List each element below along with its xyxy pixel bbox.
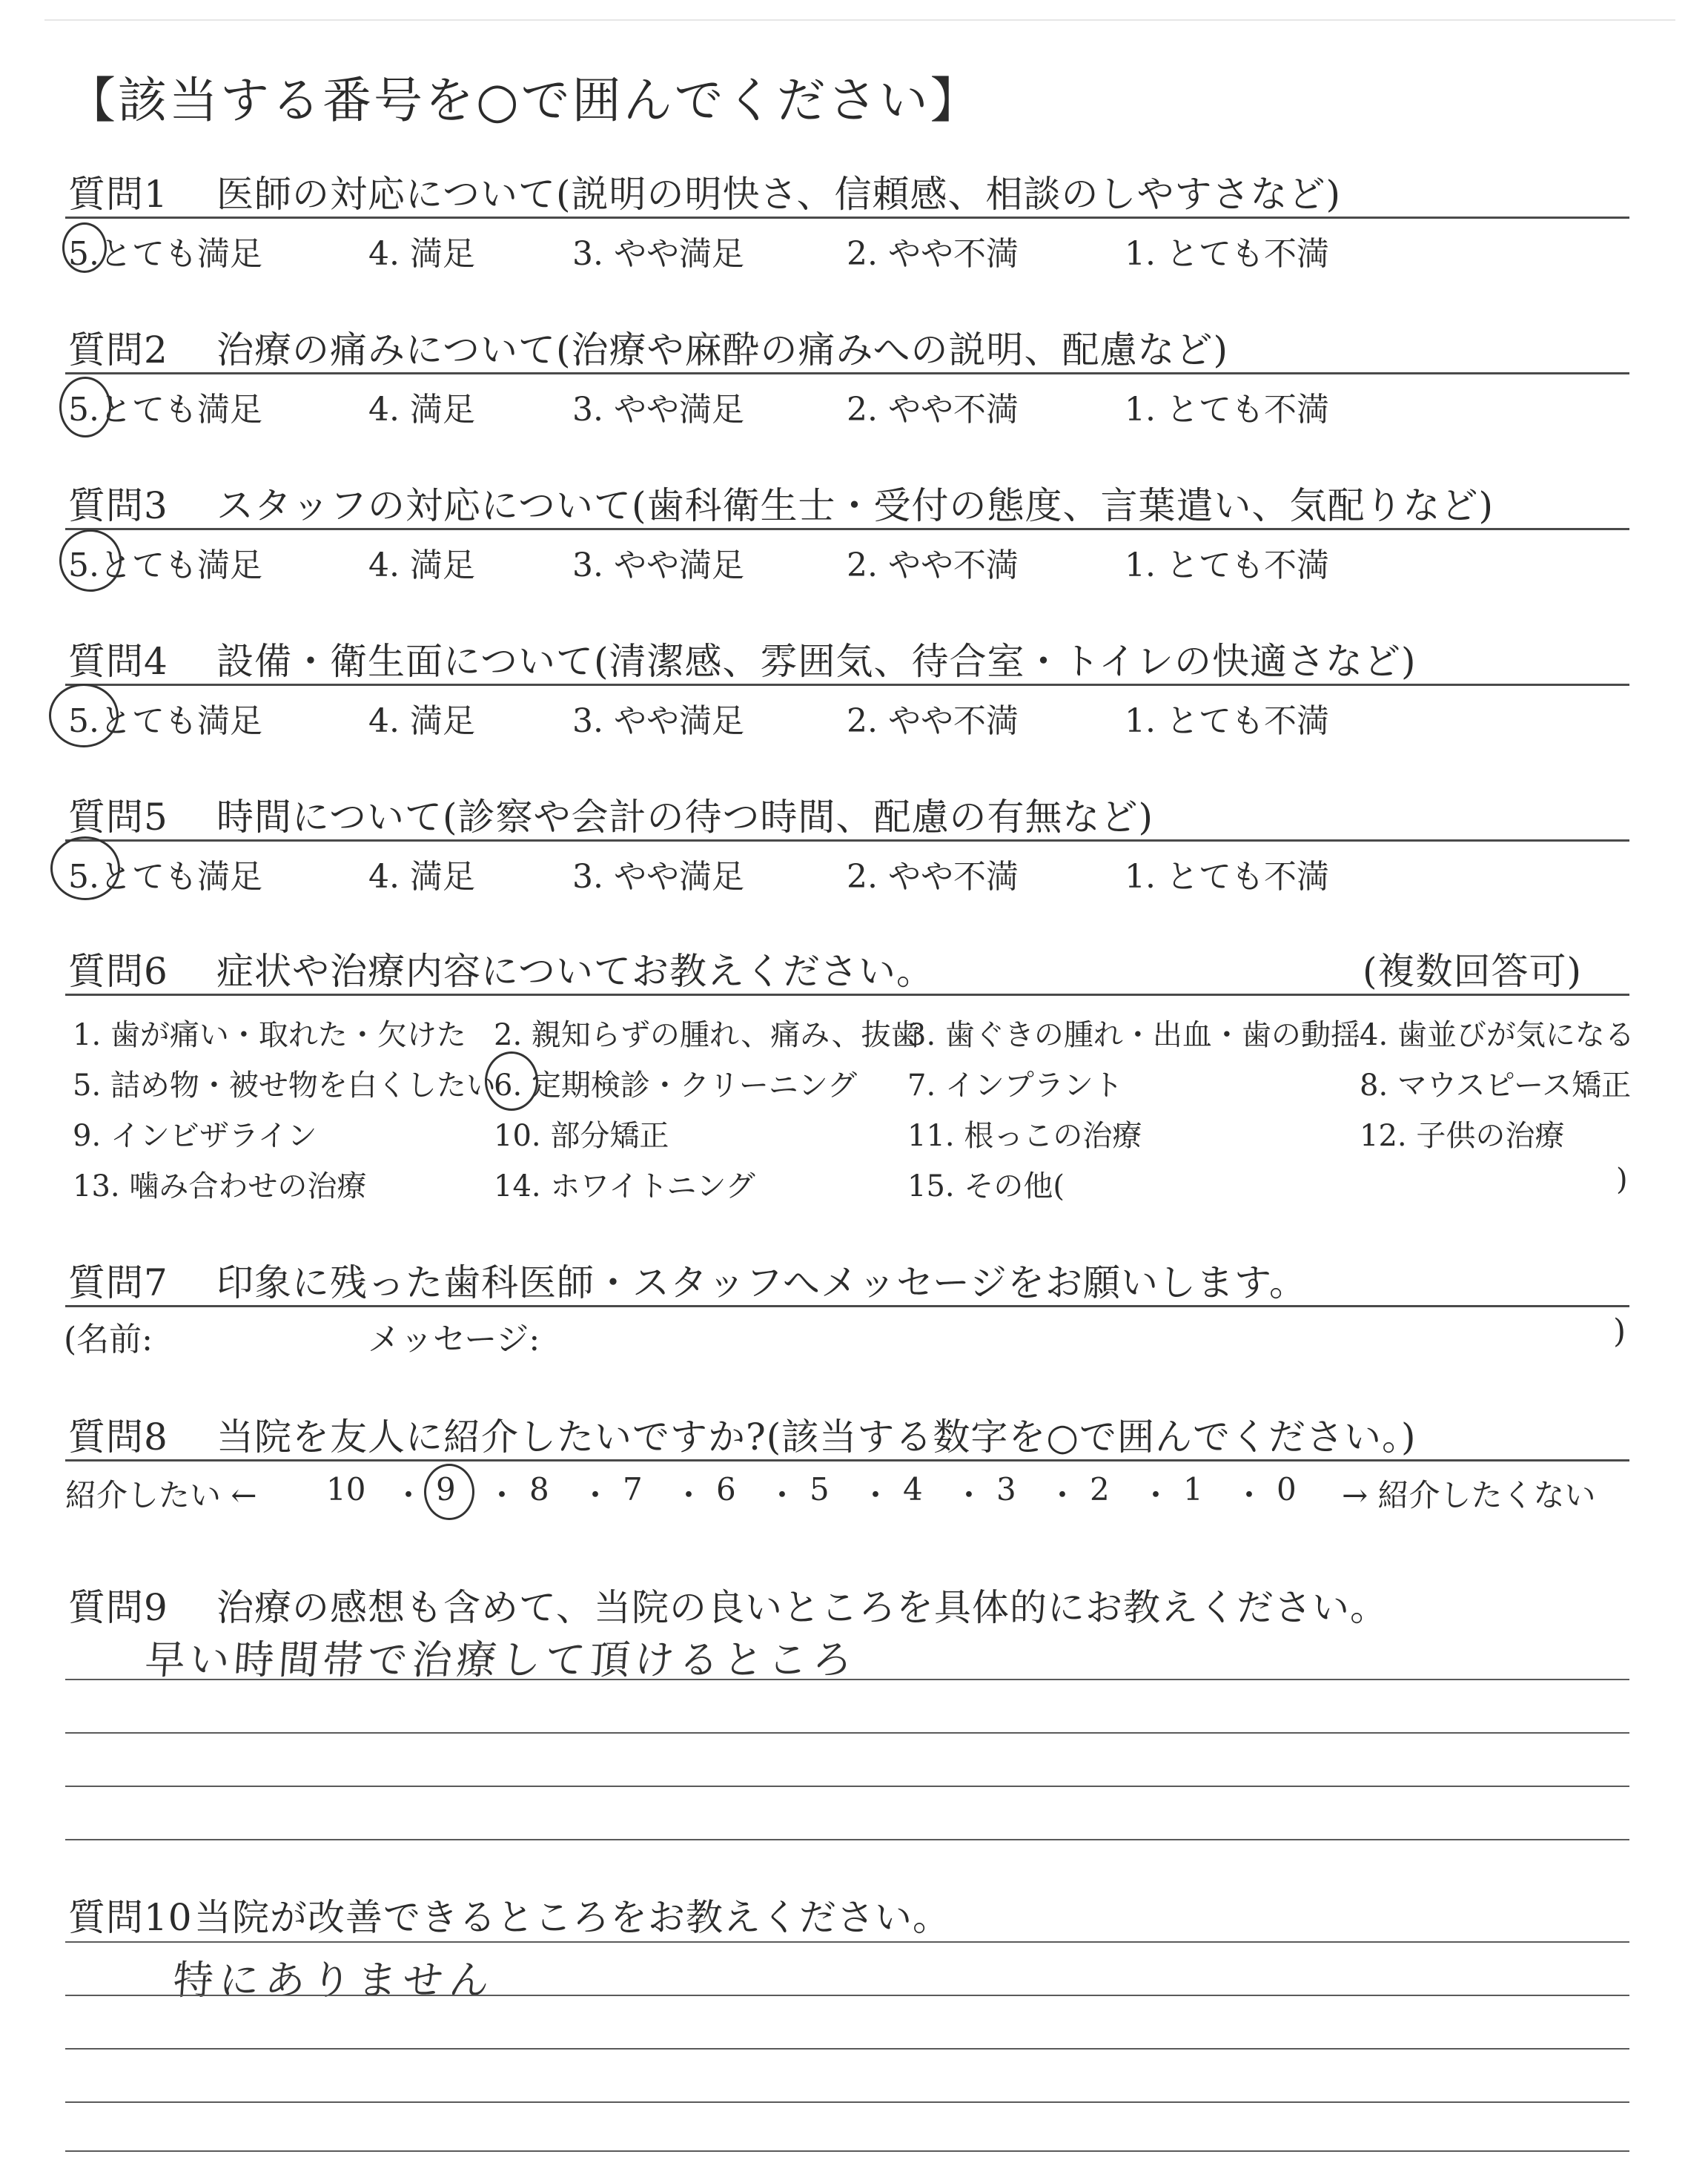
name-label: (名前: [64,1321,153,1358]
question-1-rule [65,217,1629,219]
handwritten-answer: 特にありません [171,1957,497,2004]
question-number: 質問5 [68,796,168,839]
option-2[interactable]: 2. やや不満 [847,858,1019,896]
selected-circle-mark [50,836,120,900]
score-9[interactable]: 9 [436,1471,456,1507]
option-3[interactable]: 3. やや満足 [572,546,744,584]
question-3 [68,476,1494,529]
score-8[interactable]: 8 [529,1471,549,1507]
score-4[interactable]: 4 [903,1471,923,1507]
option-4[interactable]: 4. 満足 [368,391,475,429]
q6-option[interactable]: 13. 噛み合わせの治療 [73,1169,367,1203]
option-2[interactable]: 2. やや不満 [847,235,1019,273]
selected-circle-mark [59,529,122,592]
selected-circle-mark [62,222,107,273]
score-7[interactable]: 7 [623,1471,643,1507]
option-3[interactable]: 3. やや満足 [572,858,744,896]
q6-option[interactable]: 2. 親知らずの腫れ、痛み、抜歯 [494,1018,921,1052]
score-0[interactable]: 0 [1277,1471,1297,1507]
option-4[interactable]: 4. 満足 [368,702,475,740]
q6-option-other[interactable]: 15. その他( [907,1169,1065,1203]
q6-option[interactable]: 1. 歯が痛い・取れた・欠けた [73,1018,466,1052]
scale-dot: ・ [580,1477,612,1513]
option-4[interactable]: 4. 満足 [368,546,475,584]
q6-option[interactable]: 4. 歯並びが気になる [1360,1018,1635,1052]
scale-dot: ・ [393,1477,425,1513]
option-5[interactable]: 5.とても満足 [68,858,262,896]
q6-option[interactable]: 9. インビザライン [73,1119,317,1153]
question-8 [68,1407,1416,1461]
selected-circle-mark [424,1464,474,1520]
question-9 [68,1578,1388,1631]
question-number: 質問2 [68,328,168,371]
option-5[interactable]: 5.とても満足 [68,235,262,273]
question-text: 治療の感想も含めて、当院の良いところを具体的にお教えください。 [216,1586,1388,1629]
question-5 [68,787,1153,841]
question-7-rule [65,1305,1629,1307]
question-text: 設備・衛生面について(清潔感、雰囲気、待合室・トイレの快適さなど) [216,640,1417,683]
question-number: 質問1 [68,173,168,216]
q6-option[interactable]: 11. 根っこの治療 [907,1119,1142,1153]
option-1[interactable]: 1. とても不満 [1125,235,1329,273]
q6-option[interactable]: 5. 詰め物・被せ物を白くしたい [73,1069,496,1103]
option-2[interactable]: 2. やや不満 [847,546,1019,584]
question-10 [68,1888,950,1941]
question-6 [68,942,934,995]
answer-line [65,1732,1629,1734]
score-3[interactable]: 3 [996,1471,1016,1507]
option-1[interactable]: 1. とても不満 [1125,391,1329,429]
scale-dot: ・ [486,1477,518,1513]
question-text: スタッフの対応について(歯科衛生士・受付の態度、言葉遣い、気配りなど) [216,484,1494,527]
answer-line [65,1839,1629,1840]
option-5[interactable]: 5.とても満足 [68,391,262,429]
answer-line [65,1941,1629,1943]
answer-line [65,1786,1629,1787]
page-top-border [44,19,1675,21]
option-4[interactable]: 4. 満足 [368,235,475,273]
question-2 [68,320,1228,374]
option-1[interactable]: 1. とても不満 [1125,702,1329,740]
question-8-rule [65,1459,1629,1462]
selected-circle-mark [485,1051,538,1111]
question-2-rule [65,372,1629,374]
question-text: 時間について(診察や会計の待つ時間、配慮の有無など) [216,796,1154,839]
answer-line [65,2048,1629,2050]
answer-line [65,1995,1629,1996]
answer-line [65,1679,1629,1680]
scale-dot: ・ [1234,1477,1265,1513]
score-2[interactable]: 2 [1090,1471,1110,1507]
selected-circle-mark [59,377,111,437]
scale-dot: ・ [1047,1477,1079,1513]
question-number: 質問4 [68,640,168,683]
score-6[interactable]: 6 [716,1471,736,1507]
question-number: 質問8 [68,1416,168,1459]
question-number: 質問3 [68,484,168,527]
multiple-answer-note: (複数回答可) [1363,950,1583,993]
option-3[interactable]: 3. やや満足 [572,391,744,429]
q6-option[interactable]: 12. 子供の治療 [1360,1119,1565,1153]
option-5[interactable]: 5.とても満足 [68,702,262,740]
score-5[interactable]: 5 [810,1471,830,1507]
question-3-rule [65,528,1629,530]
answer-line [65,2101,1629,2103]
option-3[interactable]: 3. やや満足 [572,702,744,740]
handwritten-answer: 早い時間帯で治療して頂けるところ [143,1636,858,1683]
scale-dot: ・ [953,1477,985,1513]
message-close: ) [1613,1312,1626,1350]
scale-dot: ・ [860,1477,892,1513]
score-10[interactable]: 10 [326,1471,366,1507]
question-text: 症状や治療内容についてお教えください。 [216,950,934,993]
scale-dot: ・ [1140,1477,1172,1513]
question-number: 質問6 [68,950,168,993]
scale-dot: ・ [767,1477,798,1513]
option-2[interactable]: 2. やや不満 [847,391,1019,429]
option-1[interactable]: 1. とても不満 [1125,858,1329,896]
question-4-rule [65,684,1629,686]
q6-other-close: ) [1616,1163,1628,1197]
question-number: 質問10 [68,1896,193,1939]
q6-option[interactable]: 10. 部分矯正 [494,1119,669,1153]
q6-option[interactable]: 14. ホワイトニング [494,1169,755,1203]
question-text: 医師の対応について(説明の明快さ、信頼感、相談のしやすさなど) [216,173,1342,216]
selected-circle-mark [49,684,119,747]
score-1[interactable]: 1 [1183,1471,1203,1507]
not-recommend-label: → 紹介したくない [1342,1477,1596,1513]
recommend-label: 紹介したい ← [65,1477,257,1513]
question-4 [68,632,1417,685]
question-7 [68,1253,1307,1307]
question-number: 質問9 [68,1586,168,1629]
answer-line [65,2150,1629,2152]
option-3[interactable]: 3. やや満足 [572,235,744,273]
q6-option[interactable]: 7. インプラント [907,1069,1123,1103]
question-1 [68,165,1341,218]
question-number: 質問7 [68,1261,168,1304]
q6-option[interactable]: 8. マウスピース矯正 [1360,1069,1632,1103]
option-4[interactable]: 4. 満足 [368,858,475,896]
question-6-rule [65,994,1629,996]
question-text: 治療の痛みについて(治療や麻酔の痛みへの説明、配慮など) [216,328,1229,371]
option-1[interactable]: 1. とても不満 [1125,546,1329,584]
scale-dot: ・ [673,1477,705,1513]
q6-option-selected[interactable]: 6. 定期検診・クリーニング [494,1069,858,1103]
question-text: 当院が改善できるところをお教えください。 [194,1896,950,1939]
option-5[interactable]: 5.とても満足 [68,546,262,584]
question-text: 当院を友人に紹介したいですか?(該当する数字を○で囲んでください。) [216,1416,1417,1459]
option-2[interactable]: 2. やや不満 [847,702,1019,740]
page-title: 【該当する番号を○で囲んでください】 [67,72,982,129]
question-5-rule [65,839,1629,842]
message-label: メッセージ: [368,1321,540,1358]
question-text: 印象に残った歯科医師・スタッフへメッセージをお願いします。 [216,1261,1307,1304]
q6-option[interactable]: 3. 歯ぐきの腫れ・出血・歯の動揺 [907,1018,1360,1052]
